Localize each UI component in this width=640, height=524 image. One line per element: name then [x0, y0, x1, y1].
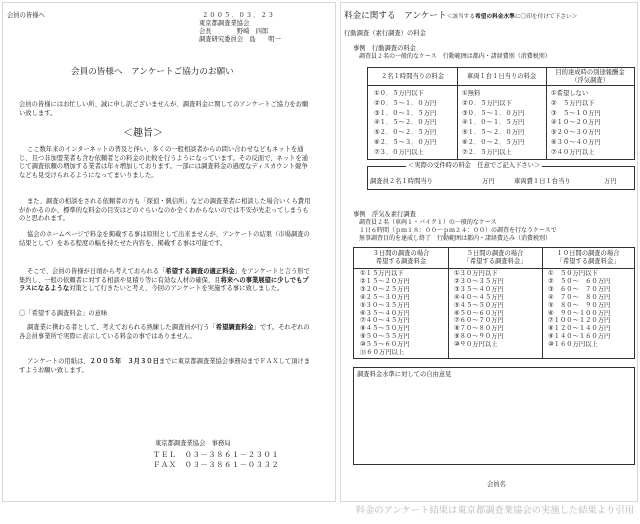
- p6-pre: アンケートの用紙は、: [27, 358, 90, 365]
- q2-option[interactable]: ③ ６０～ ７０万円: [548, 285, 611, 293]
- q1-option[interactable]: ③０．５～１．０万円: [462, 109, 525, 117]
- q1-option[interactable]: ② ５万円以下: [551, 99, 595, 107]
- q2-option[interactable]: ③３５～４０万円: [454, 285, 504, 293]
- letter-recipient: 会員の皆様へ: [7, 12, 45, 19]
- q2-option[interactable]: ⑪６０万円以上: [360, 349, 405, 356]
- q1-option[interactable]: ③１．０～１．５万円: [374, 109, 437, 117]
- letter-section-title: ＜趣旨＞: [123, 128, 163, 139]
- actual-fee-vehicle-unit: 万円: [604, 178, 617, 185]
- form-title-main: 料金に関する アンケート: [344, 11, 447, 21]
- letter-footer-org: 東京都調査業協会 事務局: [155, 440, 231, 447]
- q2-option[interactable]: ⑩１６０万円以上: [548, 341, 598, 349]
- q2-header-divider: [354, 268, 634, 269]
- p4-post: 対策として行きたいと考え、今回のアンケートを実施する事に致しました。: [69, 285, 284, 292]
- actual-fee-vehicle-label: 車両費１日１台当り: [514, 178, 571, 185]
- q2-option[interactable]: ⑤４５～５０万円: [454, 301, 504, 309]
- q2-option[interactable]: ④２５～３０万円: [360, 293, 410, 301]
- free-comment-label: 調査料金水準に対しての自由意見: [357, 371, 452, 378]
- title-note-pre: ＜該当する: [446, 14, 476, 20]
- q2-option[interactable]: ①３０万円以下: [454, 270, 498, 277]
- letter-page: [2, 2, 336, 502]
- q1-option[interactable]: ②０．５～１．０万円: [374, 99, 437, 107]
- letter-paragraph-4: [19, 268, 313, 294]
- p6-deadline: ２００５年 ３月３０日: [89, 358, 159, 365]
- p4-bold-2: 将来への事業展望に少しでもプラスになるような: [19, 276, 309, 292]
- letter-tel: ＴＥＬ ０３－３８６１－２３０１: [153, 450, 280, 459]
- member-name-label: 会員名: [487, 481, 506, 488]
- q1-option[interactable]: ②０．５万円以下: [462, 99, 512, 107]
- letter-date: ２００５．０３．２３: [202, 12, 275, 19]
- actual-fee-title: ＜実際の受件時の料金 任意でご記入下さい＞: [408, 162, 541, 169]
- letter-fax: ＦＡＸ ０３－３８６１－０３３２: [153, 460, 280, 469]
- q2-option[interactable]: ⑨５０～５５万円: [360, 333, 410, 341]
- q2-option[interactable]: ①１５万円以下: [360, 270, 404, 277]
- q1-header-2: 車両１台１日当りの料金: [466, 73, 537, 80]
- p4-mid: 」をアンケートと言う形で集約し、一般の依頼者に対する相談や見積り等に有効な人材の確保、且: [19, 268, 310, 284]
- letter-heading-meaning: 〇「希望する調査料金」の意味: [19, 310, 108, 317]
- q2-line-3: 無事調査目的を達成し終了 行動範囲は都内・諸経費込み（消費税別）: [359, 235, 552, 242]
- q1-option[interactable]: ①希望しない: [551, 90, 589, 97]
- q1-col-divider-1: [457, 68, 458, 159]
- q2-option[interactable]: ② ５０～ ６０万円: [548, 277, 611, 285]
- letter-sender-committee: 調査研究委員会 島 明一: [199, 36, 281, 43]
- letter-sender-org: 東京都調査業協会: [199, 20, 250, 27]
- q2-option[interactable]: ⑥３５～４０万円: [360, 309, 410, 317]
- p5-post: 」です。それぞれの各会員事業所で実際に表示している料金の事ではありません。: [19, 324, 310, 340]
- q2-option[interactable]: ⑥５０～６０万円: [454, 309, 504, 317]
- free-comment-box[interactable]: [353, 367, 635, 465]
- actual-fee-staff-unit: 万円: [482, 178, 495, 185]
- letter-title: 会員の皆様へ アンケートご協力のお願い: [71, 67, 234, 77]
- letter-paragraph-2: また、調査の相談をされる依頼者の方も「探偵・興信所」などの調査業者に相談した場合いくら費用がかかるのか、標準的な料金の目安はどのぐらいなのか全くわからないのでは不安が先走ってしまうものと思われます。: [19, 198, 311, 222]
- q2-option[interactable]: ⑦１００～１２０万円: [548, 317, 611, 325]
- q2-table: [353, 247, 635, 359]
- q1-option[interactable]: ④１．５～２．０万円: [374, 119, 437, 127]
- letter-paragraph-3: 協会のホームページで料金を掲載する事は原則として出来ませんが、アンケートの結果（市場調査の結果として）をある程度の幅を持たせた内容を、掲載する事は可能です。: [19, 231, 310, 247]
- letter-intro: 会員の皆様にはお忙しい所、誠に申し訳ございませんが、調査料金に関してのアンケートご協力をお願い致します。: [19, 101, 309, 117]
- letter-paragraph-1: ここ数年来のインターネットの普及と伴い、多くの一般相談者からの問い合わせなどもネットを通じ、且つ非加盟業者も含む依頼者との料金の比較を行うようになっています。その反面で、ネットを通じて調査依頼の増加する業者は年々増加しております。一部には調査料金の過度なディスカウント競争なども見受けられるようになってまいりました。: [19, 146, 309, 179]
- q2-option[interactable]: ① ５０万円以下: [548, 270, 598, 277]
- form-title: [344, 11, 577, 23]
- q1-option[interactable]: ①０．５万円以下: [374, 90, 424, 97]
- q1-label: 事例 行動調査の料金: [353, 45, 416, 52]
- q1-table: [367, 67, 635, 160]
- q2-option[interactable]: ⑧４５～５０万円: [360, 325, 410, 333]
- letter-paragraph-5: [19, 324, 313, 341]
- q1-option[interactable]: ⑥２．５～３．０万円: [374, 139, 437, 146]
- q2-label: 事例 浮気＆素行調査: [353, 211, 416, 218]
- q1-header-3: 目的達成時の別途報酬金 （浮気調査）: [555, 69, 625, 84]
- q1-option[interactable]: ⑤１．５～２．０万円: [462, 129, 525, 137]
- p6-post: までに東京都調査業協会事務局までＦＡＸして頂けますようお願い致します。: [19, 358, 310, 374]
- q2-option[interactable]: ④ ７０～ ８０万円: [548, 293, 611, 301]
- q2-option[interactable]: ③２０～２５万円: [360, 285, 410, 293]
- q1-option[interactable]: ⑤２０～３０万円: [551, 129, 601, 137]
- q1-option[interactable]: ⑥２．０～２．５万円: [462, 139, 525, 146]
- actual-fee-box: [367, 162, 635, 190]
- p4-bold-1: 希望する調査の適正料金: [165, 268, 235, 275]
- q2-option[interactable]: ④４０～４５万円: [454, 293, 504, 301]
- p5-bold: 希望調査料金: [215, 324, 254, 331]
- q2-option[interactable]: ⑦６０～７０万円: [454, 317, 504, 325]
- q1-subtitle: 調査員２名の一般的なケース 行動範囲は都内・諸経費別（消費税別）: [359, 53, 551, 60]
- section-behavior-title: 行動調査（素行調査）の料金: [344, 30, 426, 37]
- q1-option[interactable]: ⑦４０万円以上: [551, 148, 595, 156]
- letter-sender-chair: 会長 野崎 四郎: [199, 28, 269, 35]
- q1-option[interactable]: ⑥３０～４０万円: [551, 139, 601, 146]
- q1-header-divider: [368, 85, 634, 86]
- q2-option[interactable]: ⑩５５～６０万円: [360, 341, 410, 349]
- q2-line-1: 調査員２名（車両１・バイク１）の一般的なケース: [359, 219, 497, 226]
- source-caption: 料金のアンケート結果は東京都調査業協会の実施した結果より引用: [355, 505, 634, 516]
- q2-option[interactable]: ⑧７０～８０万円: [454, 325, 504, 333]
- letter-paragraph-6: [19, 358, 313, 375]
- q2-option[interactable]: ⑤ ８０～ ９０万円: [548, 301, 611, 309]
- q2-option[interactable]: ⑦４０～４５万円: [360, 317, 410, 325]
- q2-header-2: ５日間の調査の場合 「希望する調査料金」: [463, 250, 527, 265]
- q2-line-2: １日６時間（ｐｍ１８：００～ｐｍ２４：００）の調査を行なうケースで: [359, 227, 557, 234]
- q1-option[interactable]: ①無料: [462, 90, 481, 97]
- p5-pre: 調査業に携わる者として、考えておられる熟練した調査員が行う「: [27, 324, 216, 331]
- q1-option[interactable]: ⑦２．５万円以上: [462, 148, 512, 156]
- p4-pre: そこで、会員の皆様が日頃から考えておられる「: [27, 268, 166, 275]
- q2-option[interactable]: ⑧１２０～１４０万円: [548, 325, 611, 333]
- q1-option[interactable]: ⑦３．０万円以上: [374, 148, 424, 156]
- q2-option[interactable]: ⑨８０～９０万円: [454, 333, 504, 341]
- form-title-note: [447, 14, 578, 20]
- q2-option[interactable]: ②３０～３５万円: [454, 277, 504, 285]
- q2-option[interactable]: ②１５～２０万円: [360, 277, 410, 285]
- q2-option[interactable]: ⑨１４０～１６０万円: [548, 333, 611, 341]
- q1-header-1: ２名１時間当りの料金: [381, 73, 444, 80]
- q2-option[interactable]: ⑥ ９０～１００万円: [548, 309, 611, 317]
- q1-option[interactable]: ④１．０～１．５万円: [462, 119, 525, 127]
- q1-option[interactable]: ③ ５～１０万円: [551, 109, 601, 117]
- q1-option[interactable]: ④１０～２０万円: [551, 119, 601, 127]
- title-note-post: に〇印を付けて下さい＞: [514, 14, 578, 20]
- q2-header-1: ３日間の調査の場合 希望する調査料金: [372, 250, 430, 265]
- q1-option[interactable]: ⑤２．０～２．５万円: [374, 129, 437, 137]
- q2-header-3: １０日間の調査の場合 「希望する調査料金」: [556, 250, 620, 265]
- q2-option[interactable]: ⑩９０万円以上: [454, 341, 498, 349]
- q2-option[interactable]: ⑤３０～３５万円: [360, 301, 410, 309]
- form-page: [340, 2, 638, 502]
- actual-fee-staff-label: 調査員２名１時間当り: [370, 178, 433, 185]
- title-note-bold: 希望の料金水準: [475, 14, 515, 20]
